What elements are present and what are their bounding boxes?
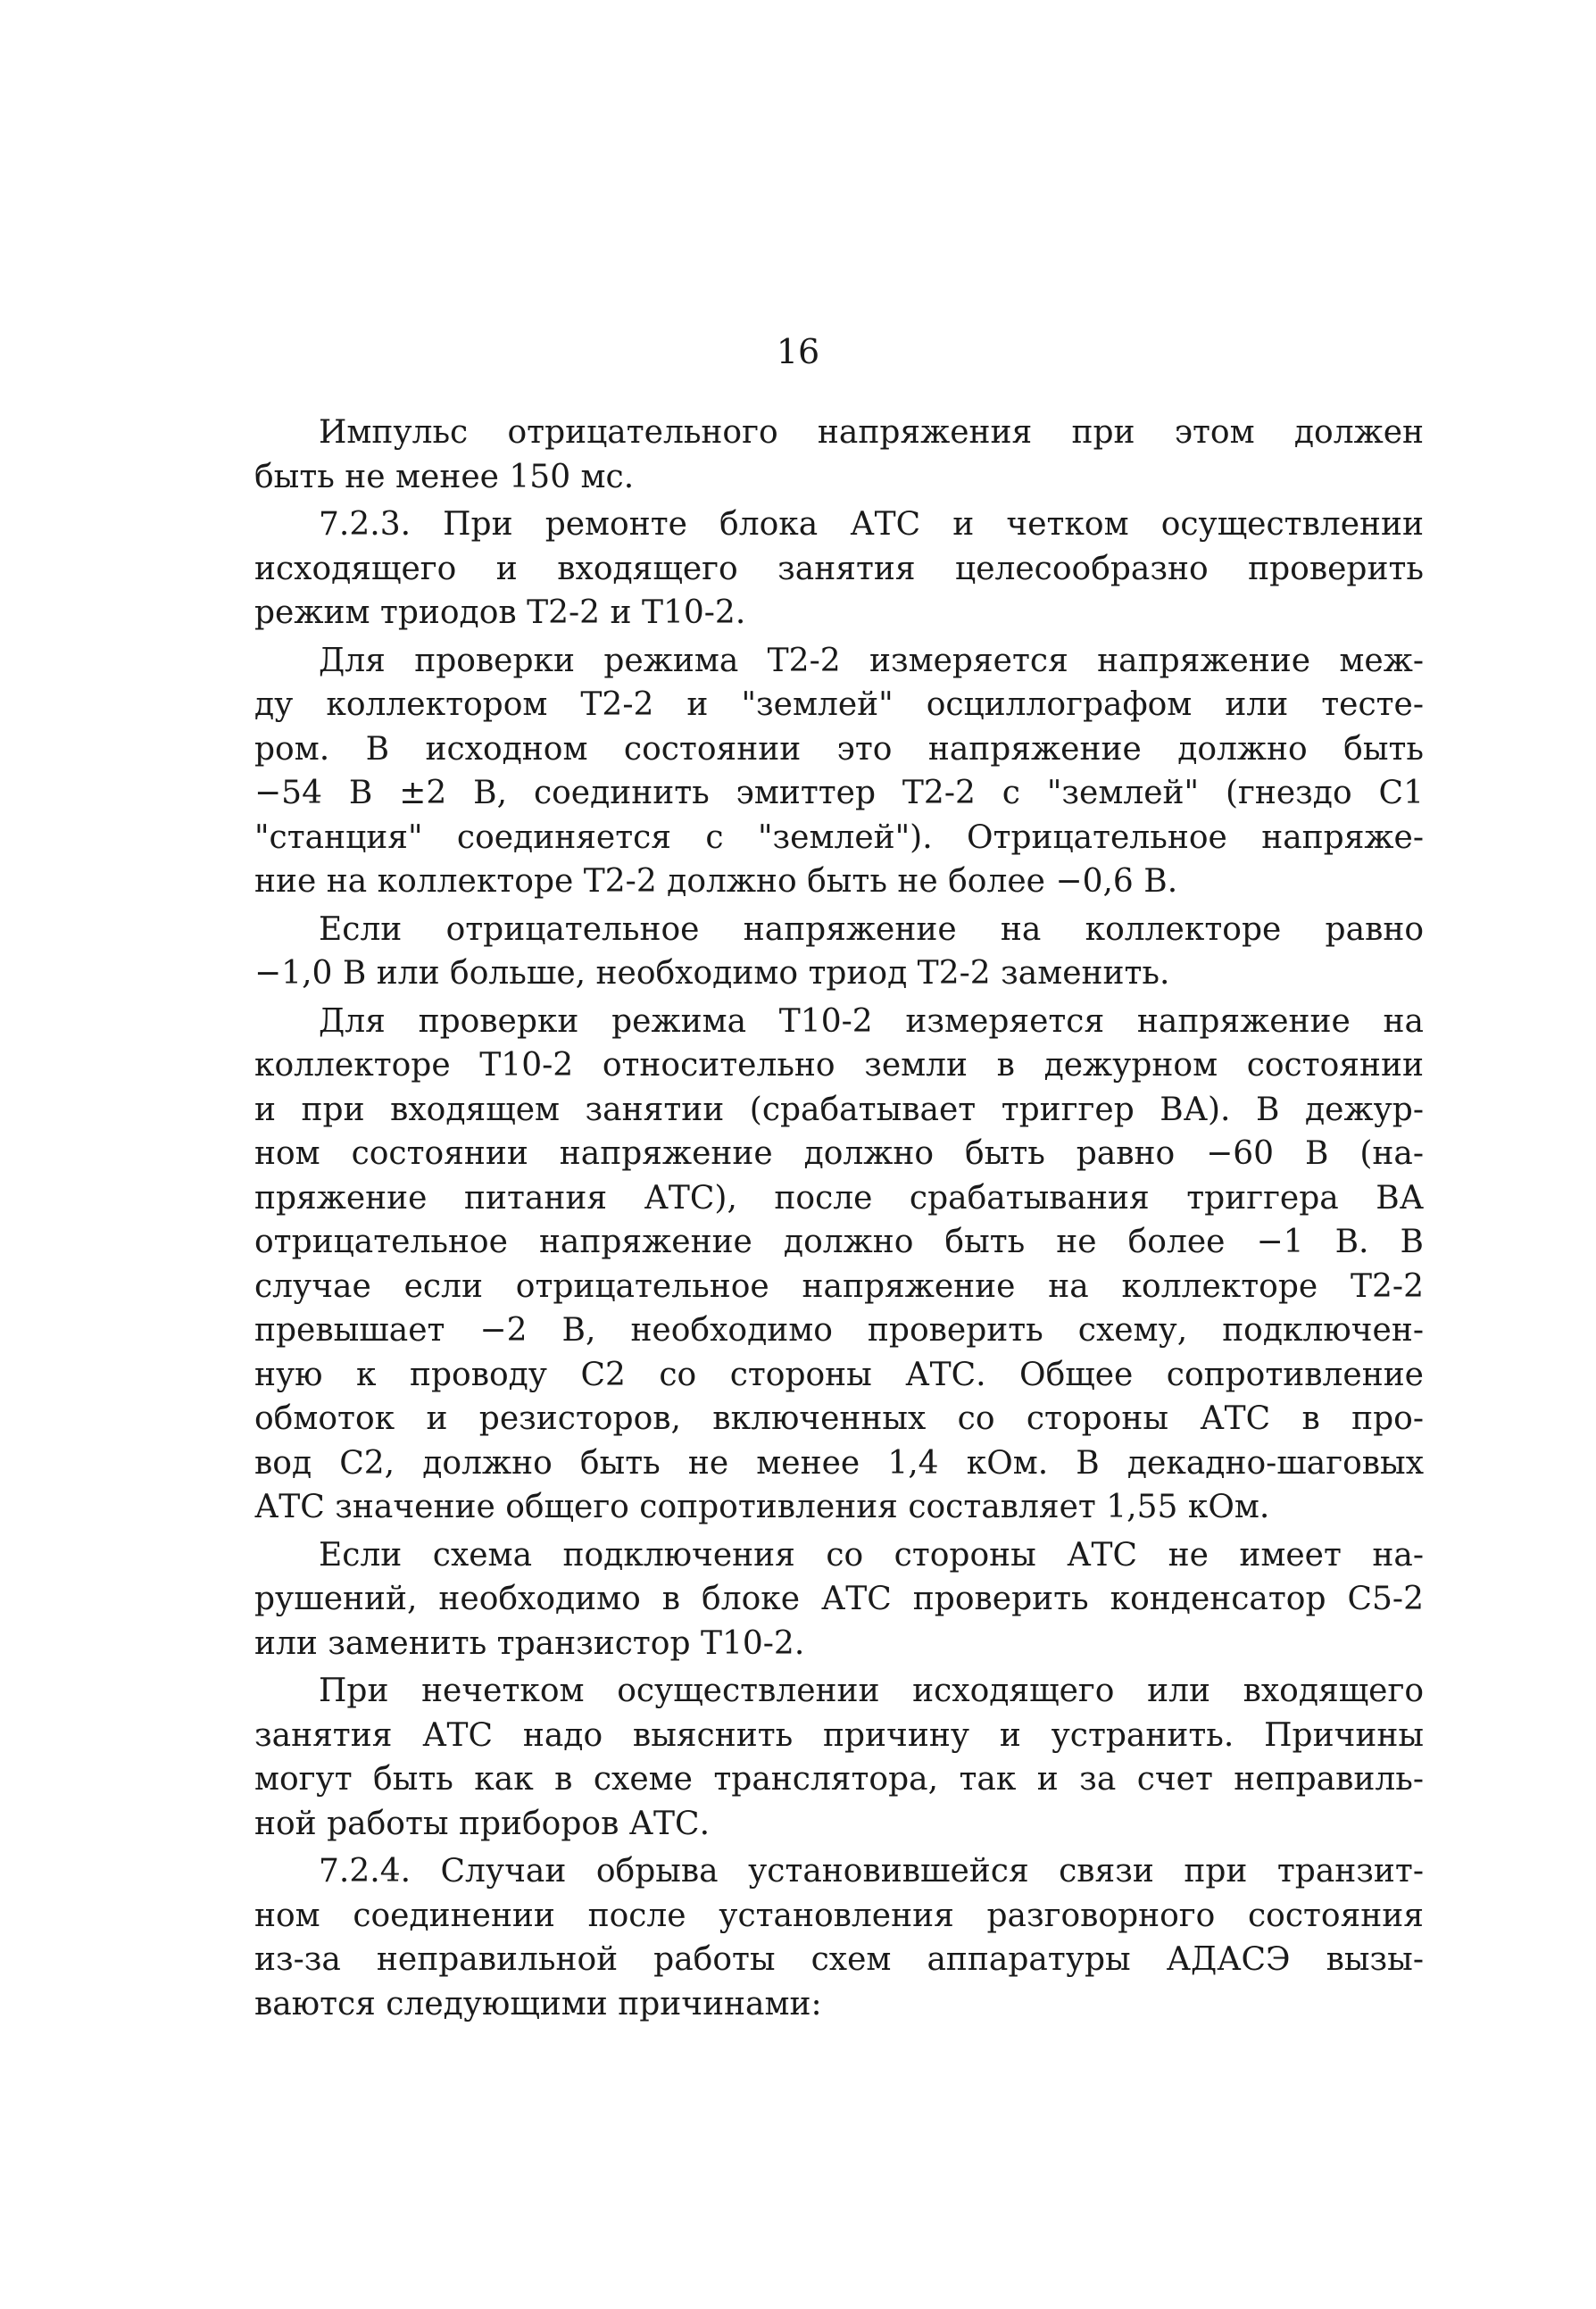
paragraph: [254, 908, 1424, 996]
text-line: обмоток и резисторов, включенных со стороны АТС в про-: [254, 1400, 1424, 1437]
text-line: вод С2, должно быть не менее 1,4 кОм. В декадно-шаговых: [254, 1444, 1424, 1482]
text-line: 7.2.3. При ремонте блока АТС и четком осуществлении: [319, 506, 1424, 543]
text-line: −1,0 В или больше, необходимо триод Т2-2 заменить.: [254, 955, 1170, 992]
text-line: ром. В исходном состоянии это напряжение должно быть: [254, 730, 1424, 768]
text-line: Для проверки режима Т2-2 измеряется напряжение меж-: [319, 642, 1424, 679]
paragraph: [254, 1533, 1424, 1666]
text-line: Если схема подключения со стороны АТС не имеет на-: [319, 1536, 1424, 1574]
paragraph: [254, 1000, 1424, 1530]
text-line: ние на коллекторе Т2-2 должно быть не более −0,6 В.: [254, 863, 1178, 900]
text-line: пряжение питания АТС), после срабатывания триггера ВА: [254, 1179, 1424, 1217]
text-line: из-за неправильной работы схем аппаратуры АДАСЭ вызы-: [254, 1941, 1424, 1978]
text-line: −54 В ±2 В, соединить эмиттер Т2-2 с "землей" (гнездо С1: [254, 775, 1424, 811]
text-line: и при входящем занятии (срабатывает триггер ВА). В дежур-: [254, 1091, 1424, 1128]
text-line: "станция" соединяется с "землей"). Отрицательное напряже-: [254, 818, 1424, 856]
paragraph: [254, 411, 1424, 499]
text-line: ваются следующими причинами:: [254, 1985, 822, 2022]
text-line: могут быть как в схеме транслятора, так и за счет неправиль-: [254, 1761, 1424, 1798]
text-line: или заменить транзистор Т10-2.: [254, 1624, 805, 1662]
body-text: [254, 411, 1424, 2030]
text-line: ном состоянии напряжение должно быть равно −60 В (на-: [254, 1135, 1424, 1172]
text-line: быть не менее 150 мс.: [254, 458, 635, 495]
text-line: ной работы приборов АТС.: [254, 1805, 711, 1842]
paragraph: [254, 502, 1424, 635]
text-line: случае если отрицательное напряжение на коллекторе Т2-2: [254, 1267, 1424, 1305]
text-line: исходящего и входящего занятия целесообразно проверить: [254, 550, 1424, 587]
text-line: занятия АТС надо выяснить причину и устранить. Причины: [254, 1716, 1424, 1754]
text-line: режим триодов Т2-2 и Т10-2.: [254, 594, 746, 631]
text-line: отрицательное напряжение должно быть не более −1 В. В: [254, 1224, 1424, 1260]
text-line: Импульс отрицательного напряжения при этом должен: [319, 414, 1424, 451]
text-line: коллекторе Т10-2 относительно земли в дежурном состоянии: [254, 1047, 1424, 1084]
paragraph: [254, 1849, 1424, 2026]
paragraph: [254, 1669, 1424, 1846]
text-line: При нечетком осуществлении исходящего или входящего: [319, 1673, 1424, 1709]
text-line: рушений, необходимо в блоке АТС проверить конденсатор С5-2: [254, 1581, 1424, 1617]
text-line: ду коллектором Т2-2 и "землей" осциллографом или тесте-: [254, 686, 1424, 723]
text-line: ном соединении после установления разговорного состояния: [254, 1897, 1424, 1934]
page-number: 16: [776, 332, 820, 371]
text-line: Для проверки режима Т10-2 измеряется напряжение на: [319, 1002, 1424, 1040]
text-line: превышает −2 В, необходимо проверить схему, подключен-: [254, 1312, 1424, 1349]
text-line: ную к проводу С2 со стороны АТС. Общее сопротивление: [254, 1356, 1424, 1393]
text-line: Если отрицательное напряжение на коллекторе равно: [319, 910, 1424, 948]
text-line: 7.2.4. Случаи обрыва установившейся связи при транзит-: [319, 1853, 1424, 1890]
text-line: АТС значение общего сопротивления составляет 1,55 кОм.: [254, 1489, 1270, 1525]
paragraph: [254, 639, 1424, 904]
